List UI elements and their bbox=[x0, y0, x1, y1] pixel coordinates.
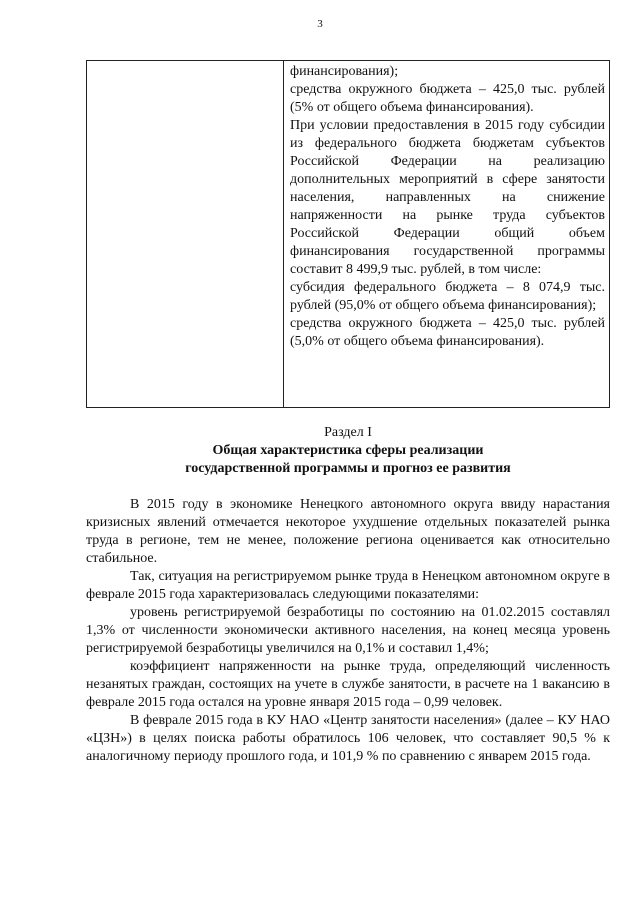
section-heading-line2: государственной программы и прогноз ее развития bbox=[185, 461, 511, 476]
paragraph: В 2015 году в экономике Ненецкого автономного округа ввиду нарастания кризисных явлений отмечается некоторое ухудшение отдельных показателей рынка труда в регионе, тем не менее, положение региона оценивается как относительно стабильное. bbox=[86, 497, 610, 566]
table-text-line: субсидия федерального бюджета – 8 074,9 тыс. рублей (95,0% от общего объема финансирования); bbox=[290, 280, 605, 313]
table-left-cell bbox=[87, 61, 284, 407]
paragraph: Так, ситуация на регистрируемом рынке труда в Ненецком автономном округе в феврале 2015 года характеризовалась следующими показателями: bbox=[86, 569, 610, 602]
table-text-line: средства окружного бюджета – 425,0 тыс. рублей (5% от общего объема финансирования). bbox=[290, 82, 605, 115]
paragraph: коэффициент напряженности на рынке труда, определяющий численность незанятых граждан, состоящих на учете в службе занятости, в расчете на 1 вакансию в феврале 2015 года остался на уровне января 2015 года – 0,99 человек. bbox=[86, 659, 610, 710]
section-heading-line1: Общая характеристика сферы реализации bbox=[212, 443, 484, 458]
paragraph: уровень регистрируемой безработицы по состоянию на 01.02.2015 составлял 1,3% от численности экономически активного населения, на конец месяца уровень регистрируемой безработицы увеличился на 0,1% и составил 1,4%; bbox=[86, 605, 610, 656]
table-text-line: финансирования); bbox=[290, 64, 399, 79]
paragraph: В феврале 2015 года в КУ НАО «Центр занятости населения» (далее – КУ НАО «ЦЗН») в целях поиска работы обратилось 106 человек, что составляет 90,5 % к аналогичному периоду прошлого года, и 101,9 % по сравнению с январем 2015 года. bbox=[86, 713, 610, 764]
body-text bbox=[86, 496, 610, 766]
section-header bbox=[86, 424, 610, 478]
table-right-cell bbox=[284, 61, 609, 407]
table-text-line: При условии предоставления в 2015 году субсидии из федерального бюджета бюджетам субъектов Российской Федерации на реализацию дополнительных мероприятий в сфере занятости населения, направленных на снижение напряженности на рынке труда субъектов Российской Федерации общий объем финансирования государственной программы составит 8 499,9 тыс. рублей, в том числе: bbox=[290, 118, 605, 277]
section-number: Раздел I bbox=[324, 425, 372, 440]
table-text-line: средства окружного бюджета – 425,0 тыс. рублей (5,0% от общего объема финансирования). bbox=[290, 316, 605, 349]
financing-table bbox=[86, 60, 610, 408]
page-number: 3 bbox=[317, 18, 323, 30]
